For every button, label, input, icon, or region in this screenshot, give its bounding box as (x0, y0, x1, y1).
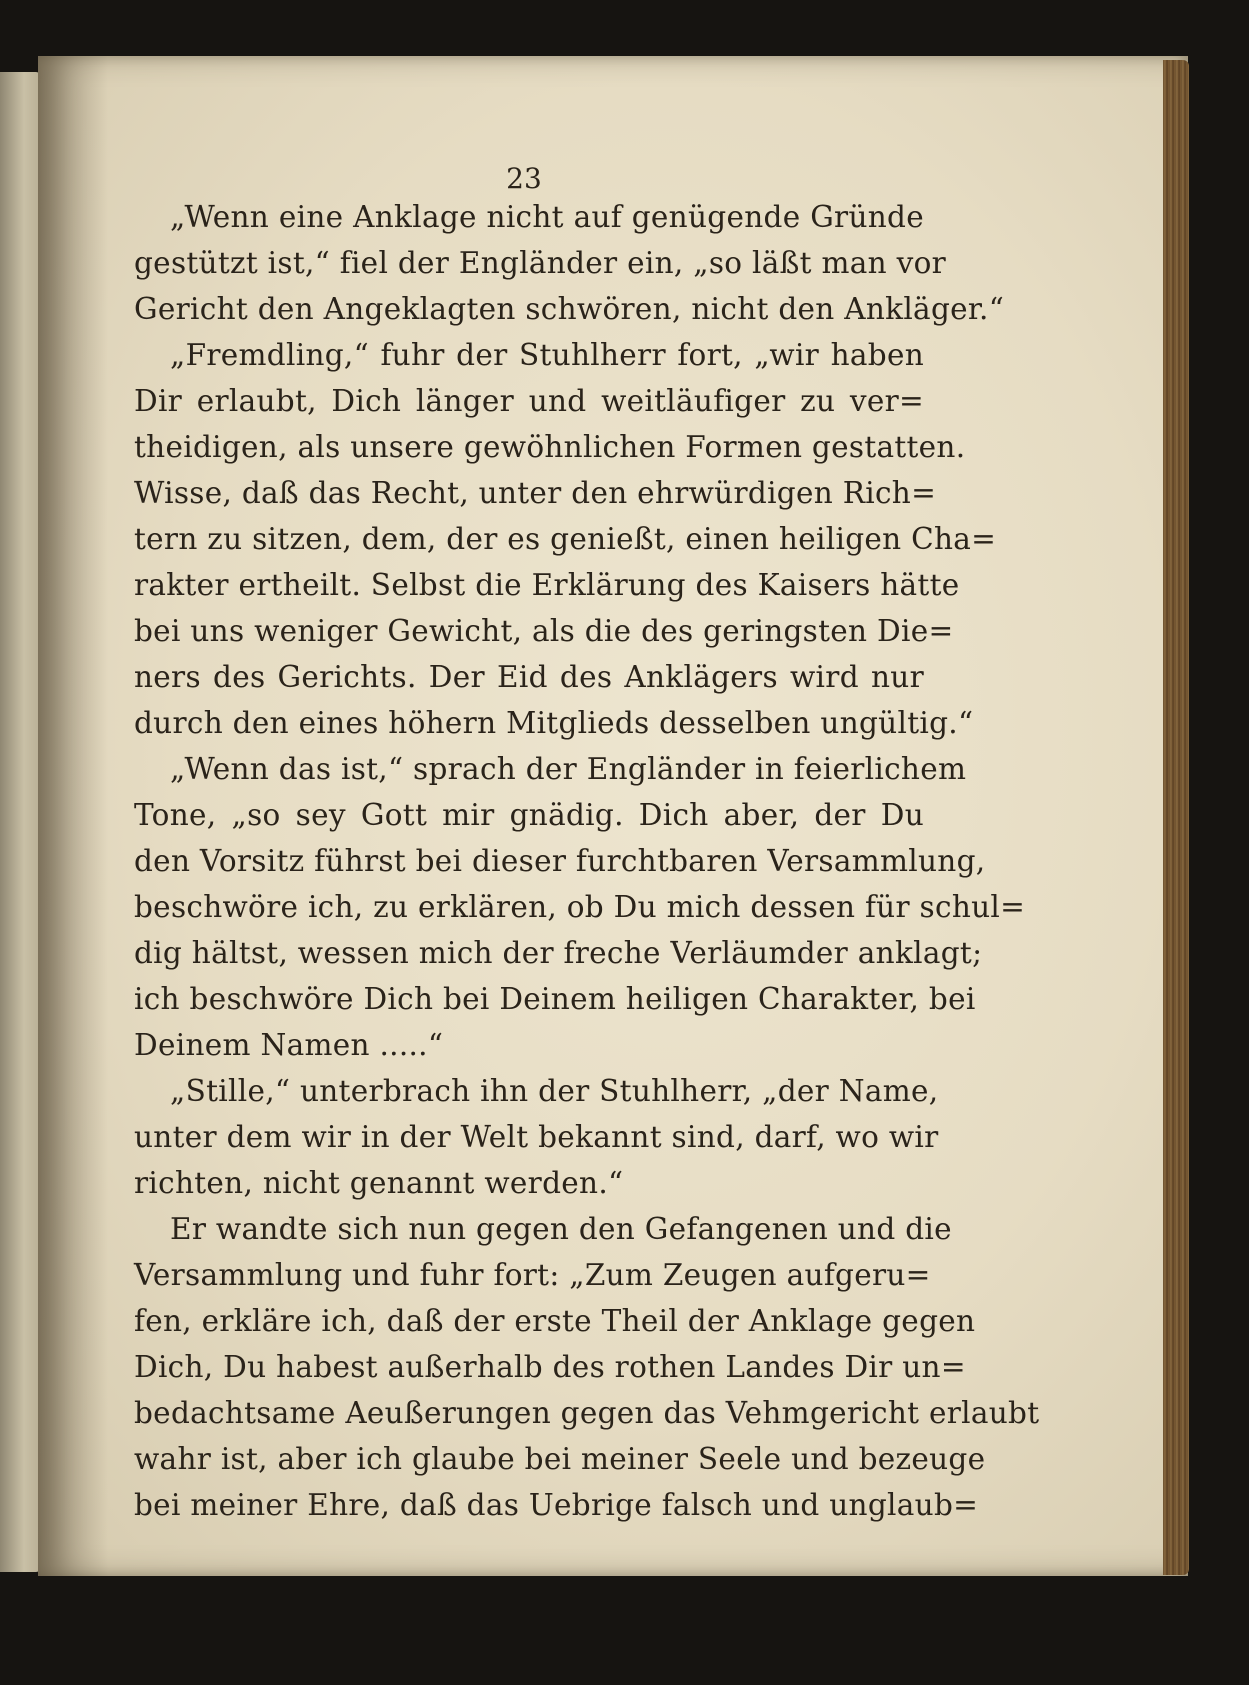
text-line: rakter ertheilt. Selbst die Erklärung des Kaisers hätte (134, 568, 960, 602)
text-line: richten, nicht genannt werden.“ (134, 1166, 624, 1200)
text-line: fen, erkläre ich, daß der erste Theil der Anklage gegen (134, 1304, 976, 1338)
text-line: tern zu sitzen, dem, der es genießt, einen heiligen Cha= (134, 522, 997, 556)
text-line: wahr ist, aber ich glaube bei meiner Seele und bezeuge (134, 1442, 986, 1476)
text-line: Gericht den Angeklagten schwören, nicht den Ankläger.“ (134, 292, 1005, 326)
text-line: Wisse, daß das Recht, unter den ehrwürdigen Rich= (134, 476, 937, 510)
text-line: Tone, „so sey Gott mir gnädig. Dich aber, der Du (134, 798, 924, 832)
text-line: Deinem Namen .....“ (134, 1028, 444, 1062)
text-line: Versammlung und fuhr fort: „Zum Zeugen aufgeru= (134, 1258, 931, 1292)
text-line: theidigen, als unsere gewöhnlichen Formen gestatten. (134, 430, 966, 464)
text-line: bedachtsame Aeußerungen gegen das Vehmgericht erlaubt (134, 1396, 1040, 1430)
text-line: „Fremdling,“ fuhr der Stuhlherr fort, „wir haben (170, 338, 924, 372)
text-line: durch den eines höhern Mitglieds desselben ungültig.“ (134, 706, 974, 740)
text-line: bei meiner Ehre, daß das Uebrige falsch und unglaub= (134, 1488, 979, 1522)
text-line: beschwöre ich, zu erklären, ob Du mich dessen für schul= (134, 890, 1026, 924)
text-line: gestützt ist,“ fiel der Engländer ein, „so läßt man vor (134, 246, 947, 280)
text-line: ners des Gerichts. Der Eid des Anklägers wird nur (134, 660, 924, 694)
text-line: dig hältst, wessen mich der freche Verläumder anklagt; (134, 936, 983, 970)
text-line: „Wenn das ist,“ sprach der Engländer in feierlichem (170, 752, 967, 786)
previous-page-edge (0, 72, 40, 1572)
text-line: Er wandte sich nun gegen den Gefangenen und die (170, 1212, 952, 1246)
text-line: „Wenn eine Anklage nicht auf genügende Gründe (170, 200, 924, 234)
gutter-shadow (38, 56, 108, 1576)
text-line: ich beschwöre Dich bei Deinem heiligen Charakter, bei (134, 982, 976, 1016)
page-block-edges (1163, 60, 1189, 1575)
text-line: Dich, Du habest außerhalb des rothen Landes Dir un= (134, 1350, 966, 1384)
text-line: Dir erlaubt, Dich länger und weitläufiger zu ver= (134, 384, 924, 418)
text-line: bei uns weniger Gewicht, als die des geringsten Die= (134, 614, 954, 648)
text-line: den Vorsitz führst bei dieser furchtbaren Versammlung, (134, 844, 986, 878)
text-line: „Stille,“ unterbrach ihn der Stuhlherr, „der Name, (170, 1074, 939, 1108)
text-line: unter dem wir in der Welt bekannt sind, darf, wo wir (134, 1120, 939, 1154)
page-number: 23 (506, 162, 542, 195)
